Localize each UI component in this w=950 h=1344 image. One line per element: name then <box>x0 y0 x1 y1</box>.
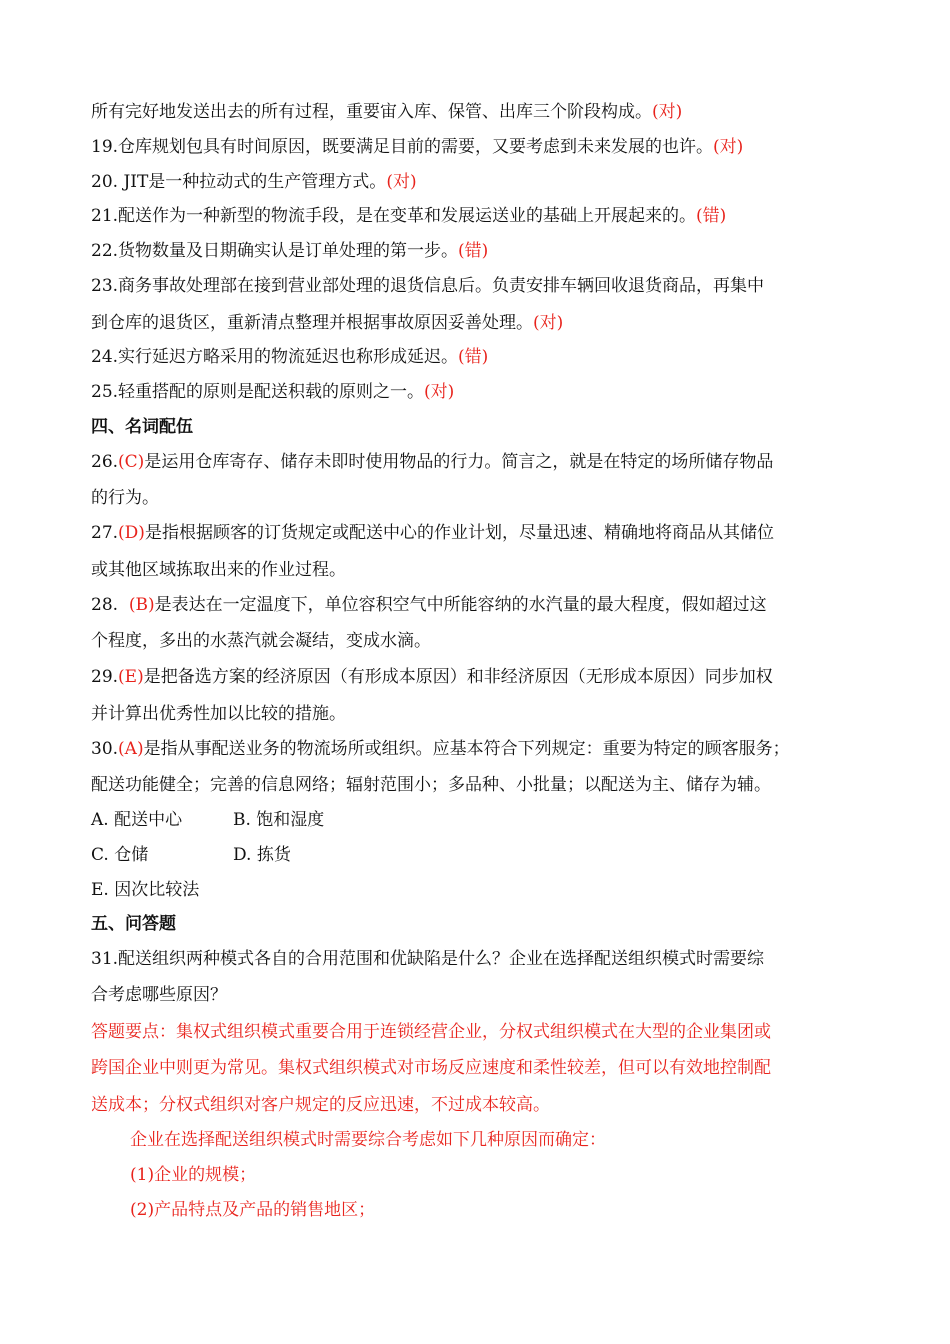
answer-mark: (对) <box>713 137 744 157</box>
question-24: 24.实行延迟方略采用的物流延迟也称形成延迟。(错) <box>91 347 489 367</box>
question-31-line2: 合考虑哪些原因？ <box>91 985 227 1005</box>
answer-line-6: (2)产品特点及产品的销售地区； <box>130 1200 376 1220</box>
question-31-line1: 31.配送组织两种模式各自的合用范围和优缺陷是什么？企业在选择配送组织模式时需要综 <box>91 949 765 969</box>
question-27-line2: 或其他区域拣取出来的作业过程。 <box>91 560 346 580</box>
answer-mark: (A) <box>118 739 144 759</box>
question-26-line1: 26.(C)是运用仓库寄存、储存未即时使用物品的行力。简言之，就是在特定的场所储存物品 <box>91 452 774 472</box>
answer-mark: (对) <box>533 313 564 333</box>
answer-line-1: 答题要点：集权式组织模式重要合用于连锁经营企业，分权式组织模式在大型的企业集团或 <box>91 1022 771 1042</box>
option-e: E. 因次比较法 <box>91 880 200 900</box>
options-row-2 <box>91 844 491 866</box>
answer-line-5: (1)企业的规模； <box>130 1165 257 1185</box>
answer-mark: (E) <box>118 667 144 687</box>
question-25: 25.轻重搭配的原则是配送积载的原则之一。(对) <box>91 382 455 402</box>
question-30-line2: 配送功能健全；完善的信息网络；辐射范围小；多品种、小批量；以配送为主、储存为辅。 <box>91 775 771 795</box>
question-29-line1: 29.(E)是把备选方案的经济原因（有形成本原因）和非经济原因（无形成本原因）同步加权 <box>91 667 773 687</box>
question-21: 21.配送作为一种新型的物流手段，是在变革和发展运送业的基础上开展起来的。(错) <box>91 206 727 226</box>
question-23-line2: 到仓库的退货区，重新清点整理并根据事故原因妥善处理。(对) <box>91 313 564 333</box>
question-28-line1: 28. (B)是表达在一定温度下，单位容积空气中所能容纳的水汽量的最大程度，假如超过这 <box>91 595 767 615</box>
answer-mark: (对) <box>424 382 455 402</box>
answer-line-2: 跨国企业中则更为常见。集权式组织模式对市场反应速度和柔性较差，但可以有效地控制配 <box>91 1058 771 1078</box>
answer-mark: (D) <box>118 523 145 543</box>
answer-line-3: 送成本；分权式组织对客户规定的反应迅速，不过成本较高。 <box>91 1095 550 1115</box>
option-a: A. 配送中心 <box>91 810 183 830</box>
question-23-line1: 23.商务事故处理部在接到营业部处理的退货信息后。负责安排车辆回收退货商品，再集中 <box>91 276 765 296</box>
question-28-line2: 个程度，多出的水蒸汽就会凝结，变成水滴。 <box>91 631 431 651</box>
question-19: 19.仓库规划包具有时间原因，既要满足目前的需要，又要考虑到未来发展的也许。(对) <box>91 137 744 157</box>
answer-line-4: 企业在选择配送组织模式时需要综合考虑如下几种原因而确定： <box>130 1130 606 1150</box>
judgement-line-continued: 所有完好地发送出去的所有过程，重要宙入库、保管、出库三个阶段构成。(对) <box>91 102 683 122</box>
question-20: 20. JIT是一种拉动式的生产管理方式。(对) <box>91 172 417 192</box>
question-26-line2: 的行为。 <box>91 488 159 508</box>
option-b: B. 饱和湿度 <box>233 810 325 830</box>
question-29-line2: 并计算出优秀性加以比较的措施。 <box>91 704 346 724</box>
section-title-5: 五、问答题 <box>91 914 176 934</box>
question-27-line1: 27.(D)是指根据顾客的订货规定或配送中心的作业计划，尽量迅速、精确地将商品从其储位 <box>91 523 774 543</box>
option-c: C. 仓储 <box>91 845 149 865</box>
answer-mark: (错) <box>458 241 489 261</box>
answer-mark: (错) <box>696 206 727 226</box>
answer-mark: (对) <box>652 102 683 122</box>
answer-mark: (C) <box>118 452 145 472</box>
section-title-4: 四、名词配伍 <box>91 417 193 437</box>
question-30-line1: 30.(A)是指从事配送业务的物流场所或组织。应基本符合下列规定：重要为特定的顾客服务； <box>91 739 790 759</box>
question-22: 22.货物数量及日期确实认是订单处理的第一步。(错) <box>91 241 489 261</box>
answer-mark: (对) <box>386 172 417 192</box>
answer-mark: (错) <box>458 347 489 367</box>
answer-mark: (B) <box>128 595 155 615</box>
option-d: D. 拣货 <box>233 845 291 865</box>
options-row-1 <box>91 809 491 831</box>
